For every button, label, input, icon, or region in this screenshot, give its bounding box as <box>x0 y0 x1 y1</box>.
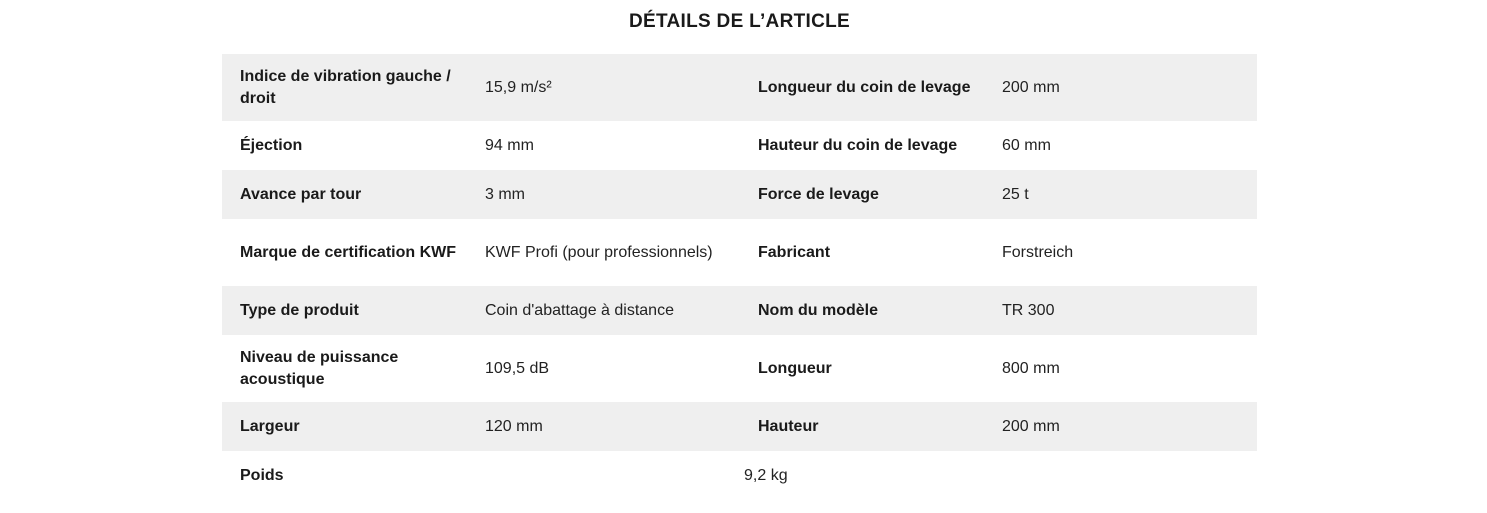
row-label: Avance par tour <box>240 185 362 203</box>
table-row <box>222 286 1257 335</box>
row-value: 3 mm <box>485 185 525 203</box>
table-row <box>222 335 1257 402</box>
page-title: DÉTAILS DE L’ARTICLE <box>629 11 850 32</box>
row-label: Poids <box>240 466 284 484</box>
row-label: Niveau de puissance acoustique <box>240 348 399 388</box>
item-details-table <box>222 54 1257 500</box>
row-value: 25 t <box>1002 185 1029 203</box>
row-value: 94 mm <box>485 136 534 154</box>
row-label: Nom du modèle <box>758 301 879 319</box>
row-label: Marque de certification KWF <box>240 243 457 261</box>
table-row <box>222 170 1257 219</box>
row-label: Type de produit <box>240 301 359 319</box>
row-value: 15,9 m/s² <box>485 78 552 96</box>
row-label: Éjection <box>240 136 303 154</box>
row-value: 200 mm <box>1002 78 1060 96</box>
row-value: TR 300 <box>1002 301 1055 319</box>
row-label: Indice de vibration gauche / droit <box>240 67 451 107</box>
row-label: Largeur <box>240 417 300 435</box>
row-value: KWF Profi (pour professionnels) <box>485 243 713 261</box>
row-label: Fabricant <box>758 243 831 261</box>
row-label: Longueur du coin de levage <box>758 78 971 96</box>
row-label: Hauteur du coin de levage <box>758 136 958 154</box>
row-value: 800 mm <box>1002 359 1060 377</box>
row-value: Coin d'abattage à distance <box>485 301 674 319</box>
table-row <box>222 451 1257 500</box>
row-value: Forstreich <box>1002 243 1074 261</box>
row-value: 9,2 kg <box>744 466 788 484</box>
table-row <box>222 54 1257 121</box>
table-row <box>222 219 1257 286</box>
table-row <box>222 121 1257 170</box>
table-row <box>222 402 1257 451</box>
row-label: Hauteur <box>758 417 819 435</box>
row-value: 60 mm <box>1002 136 1051 154</box>
row-value: 120 mm <box>485 417 543 435</box>
row-label: Longueur <box>758 359 832 377</box>
row-label: Force de levage <box>758 185 879 203</box>
row-value: 109,5 dB <box>485 359 550 377</box>
row-value: 200 mm <box>1002 417 1060 435</box>
